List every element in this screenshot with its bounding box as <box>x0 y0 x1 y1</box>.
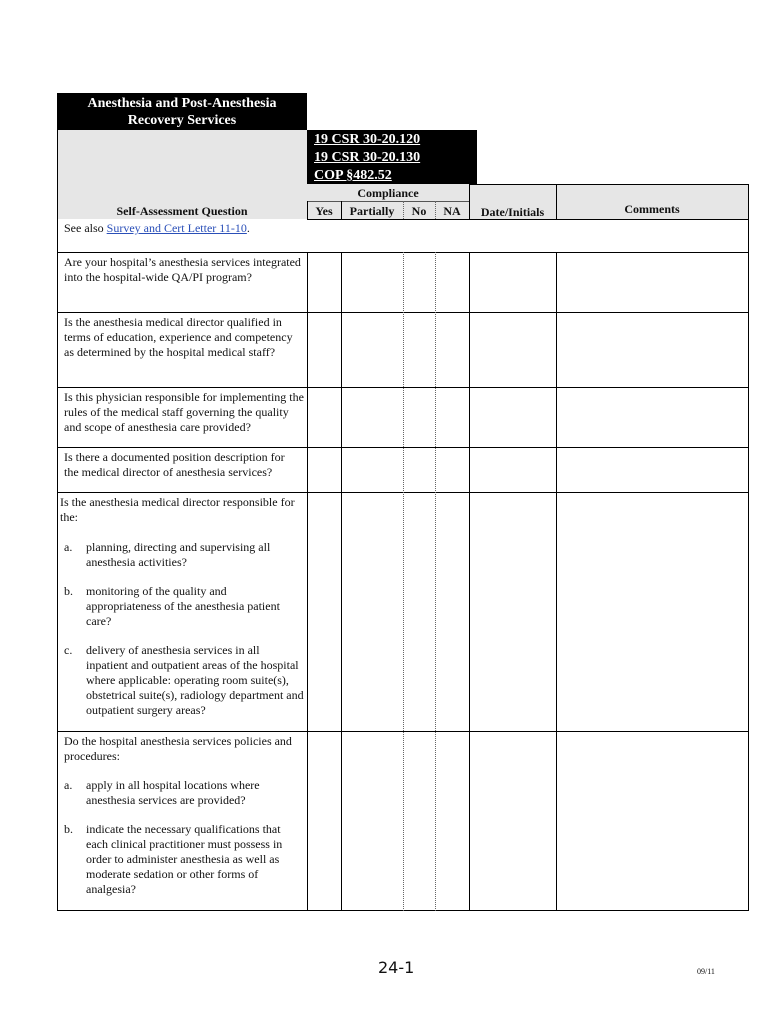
question-2: Is the anesthesia medical director qualified in terms of education, experience and competency as determined by the hospital medical staff? <box>64 315 293 359</box>
column-divider <box>435 252 436 911</box>
grid-line <box>307 219 749 220</box>
survey-cert-letter-link[interactable]: Survey and Cert Letter 11-10 <box>106 221 247 235</box>
item-text: delivery of anesthesia services in all inpatient and outpatient areas of the hospital where applicable: operating room suite(s), obstetrical suite(s), radiology department and outpatient surgery areas? <box>86 643 304 717</box>
column-divider <box>403 252 404 911</box>
compliance-header: Compliance <box>357 186 419 200</box>
regulation-references <box>307 130 477 184</box>
item-label: b. <box>64 822 73 836</box>
question-4: Is there a documented position description for the medical director of anesthesia services? <box>64 450 285 479</box>
item-text: monitoring of the quality and appropriateness of the anesthesia patient care? <box>86 584 280 628</box>
item-label: a. <box>64 778 73 792</box>
page-number: 24-1 <box>378 958 415 977</box>
section-title-line-2: Recovery Services <box>127 113 237 128</box>
section-title <box>57 93 307 130</box>
question-3: Is this physician responsible for implementing the rules of the medical staff governing the quality and scope of anesthesia care provided? <box>64 390 304 434</box>
item-text: apply in all hospital locations where anesthesia services are provided? <box>86 778 260 807</box>
question-5-intro: Is the anesthesia medical director responsible for the: <box>60 495 295 524</box>
reference-3: COP §482.52 <box>314 168 392 183</box>
question-1: Are your hospital’s anesthesia services integrated into the hospital-wide QA/PI program? <box>64 255 301 284</box>
see-also-prefix: See also <box>64 221 107 235</box>
table-left-border <box>57 219 58 911</box>
comments-header: Comments <box>624 202 680 216</box>
section-title-line-1: Anesthesia and Post-Anesthesia <box>87 96 277 111</box>
item-label: c. <box>64 643 73 657</box>
no-column-header: No <box>411 204 427 218</box>
column-divider <box>307 201 308 219</box>
column-divider <box>403 201 404 219</box>
grid-line <box>469 184 749 185</box>
column-divider <box>469 184 470 219</box>
item-label: b. <box>64 584 73 598</box>
column-divider <box>469 252 470 911</box>
reference-2: 19 CSR 30-20.130 <box>314 150 421 165</box>
column-divider <box>307 252 308 911</box>
date-initials-header: Date/Initials <box>480 205 545 219</box>
na-column-header: NA <box>443 204 461 218</box>
column-divider <box>435 201 436 219</box>
item-text: indicate the necessary qualifications that each clinical practitioner must possess in order to administer anesthesia as well as moderate sedation or other forms of analgesia? <box>86 822 283 896</box>
reference-1: 19 CSR 30-20.120 <box>314 132 421 147</box>
partially-column-header: Partially <box>349 204 395 218</box>
question-6-intro: Do the hospital anesthesia services policies and procedures: <box>64 734 292 763</box>
item-text: planning, directing and supervising all anesthesia activities? <box>86 540 271 569</box>
table-right-border <box>748 184 749 911</box>
column-divider <box>341 252 342 911</box>
see-also-note <box>64 221 250 236</box>
column-divider <box>556 252 557 911</box>
yes-column-header: Yes <box>315 204 333 218</box>
grid-line <box>307 201 469 202</box>
revision-date: 09/11 <box>697 967 715 976</box>
self-assessment-header: Self-Assessment Question <box>116 204 248 218</box>
column-divider <box>556 184 557 219</box>
column-divider <box>341 201 342 219</box>
item-label: a. <box>64 540 73 554</box>
see-also-suffix: . <box>246 221 250 235</box>
